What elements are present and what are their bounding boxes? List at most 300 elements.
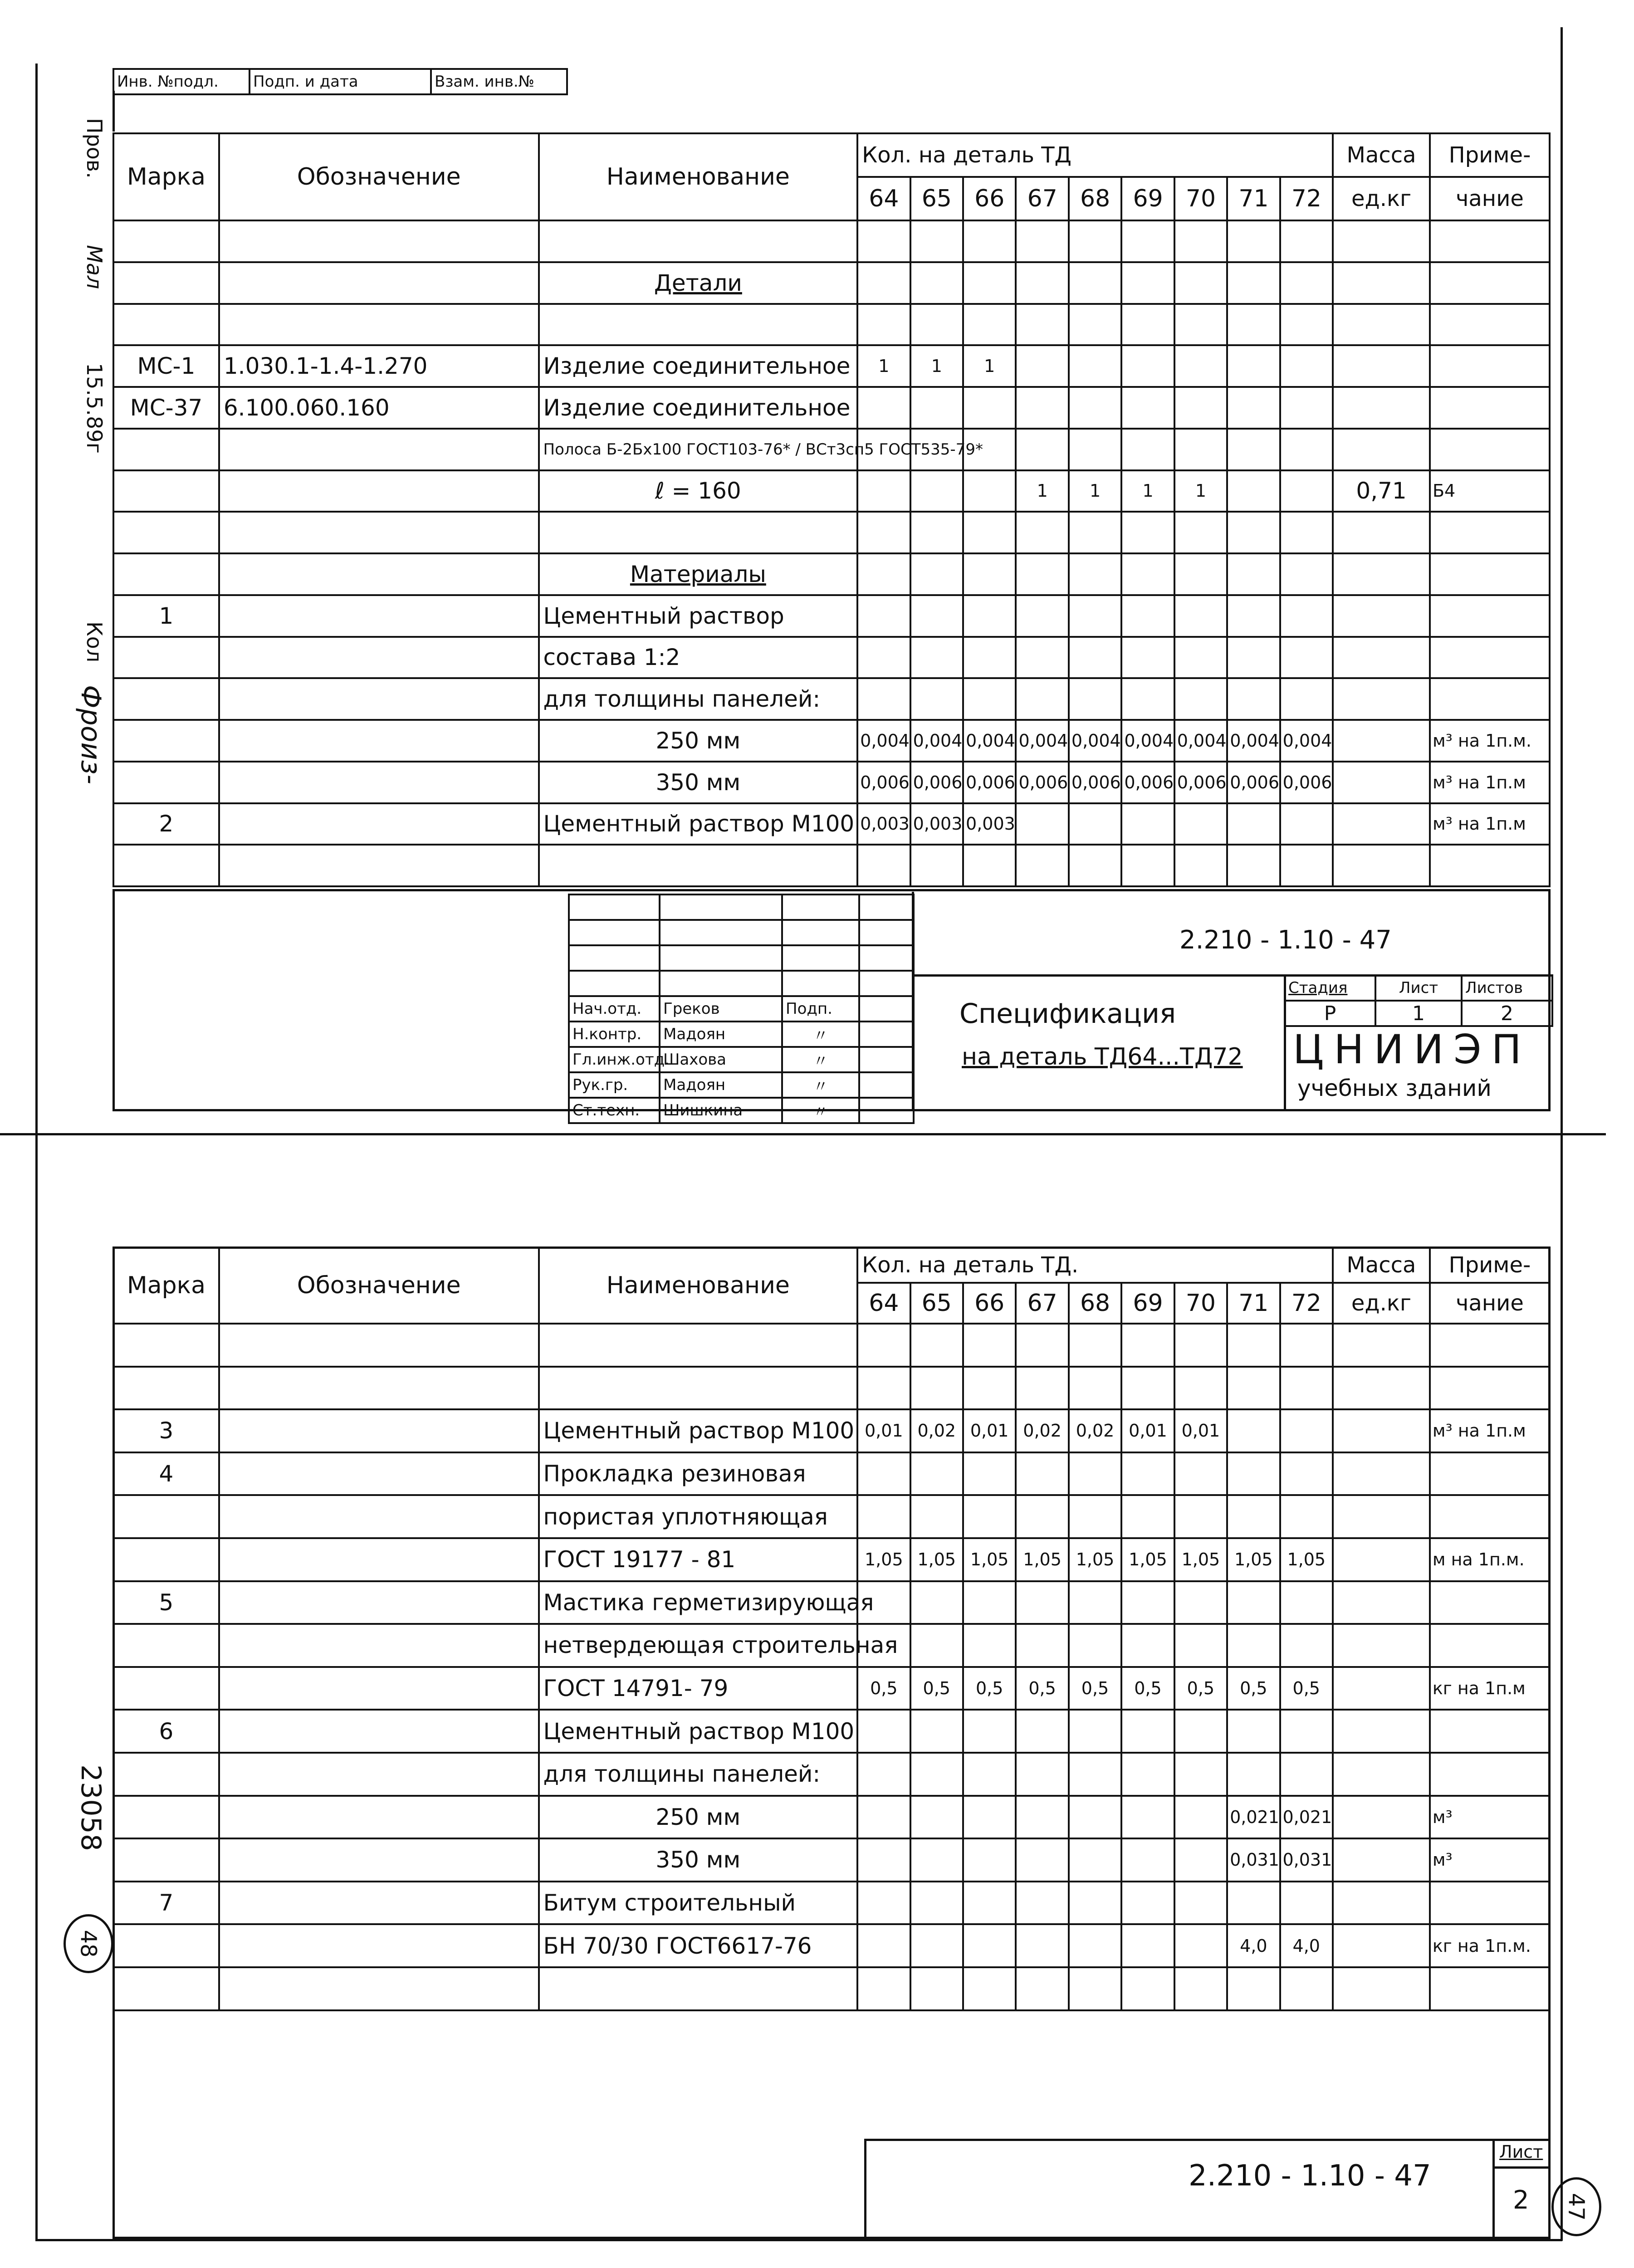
cell-qty	[963, 637, 1016, 679]
cell-qty	[910, 470, 963, 512]
cell-qty	[1069, 345, 1121, 387]
cell-qty: 0,5	[1121, 1667, 1174, 1710]
cell-qty	[1280, 553, 1333, 595]
cell-marka	[113, 429, 219, 470]
cell-oboznachenie	[219, 720, 539, 762]
cell-qty	[1280, 220, 1333, 262]
cell-qty	[910, 220, 963, 262]
cell-marka	[113, 470, 219, 512]
cell-naimenovanie: нетвердеющая строительная	[539, 1624, 858, 1667]
cell-qty	[1069, 553, 1121, 595]
stamp-role: Рук.гр.	[569, 1072, 660, 1098]
header-col-64: 64	[857, 177, 910, 220]
cell-qty: 0,003	[857, 803, 910, 845]
cell-naimenovanie: Изделие соединительное	[539, 345, 858, 387]
table-row	[113, 470, 1550, 512]
cell-marka	[113, 762, 219, 803]
cell-qty: 4,0	[1280, 1924, 1333, 1967]
cell-primechanie: м на 1п.м.	[1430, 1538, 1550, 1581]
cell-qty	[1016, 803, 1068, 845]
table-row	[113, 262, 1550, 304]
cell-naimenovanie: ℓ = 160	[539, 470, 858, 512]
cell-qty: 0,5	[857, 1667, 910, 1710]
cell-qty: 0,02	[1016, 1409, 1068, 1452]
cell-primechanie	[1430, 220, 1550, 262]
cell-marka: 7	[113, 1882, 219, 1925]
table-row	[113, 595, 1550, 637]
cell-qty: 0,004	[1016, 720, 1068, 762]
cell-naimenovanie: Мастика герметизирующая	[539, 1581, 858, 1624]
cell-qty	[1227, 387, 1280, 429]
cell-qty	[1121, 345, 1174, 387]
cell-qty	[1069, 304, 1121, 346]
header-col-65: 65	[910, 177, 963, 220]
cell-qty	[1121, 387, 1174, 429]
cell-marka	[113, 512, 219, 553]
cell-naimenovanie	[539, 220, 858, 262]
cell-qty: 0,01	[1121, 1409, 1174, 1452]
cell-massa	[1333, 553, 1430, 595]
stamp-person-name: Шишкина	[660, 1098, 782, 1123]
header-col-69: 69	[1121, 177, 1174, 220]
cell-marka: МС-37	[113, 387, 219, 429]
stamp-signature: 〃	[782, 1072, 859, 1098]
side-label-date: 15.5.89г	[82, 363, 107, 454]
cell-primechanie: кг на 1п.м	[1430, 1667, 1550, 1710]
cell-marka: 1	[113, 595, 219, 637]
cell-qty: 0,031	[1280, 1838, 1333, 1882]
cell-qty	[1016, 845, 1068, 886]
header-marka: Марка	[113, 133, 219, 220]
stamp-person-name: Мадоян	[660, 1072, 782, 1098]
cell-primechanie	[1430, 595, 1550, 637]
cell-qty	[1016, 429, 1068, 470]
cell-naimenovanie: состава 1:2	[539, 637, 858, 679]
stamp-org-sub: учебных зданий	[1297, 1075, 1492, 1101]
cell-qty	[1016, 262, 1068, 304]
cell-qty	[910, 845, 963, 886]
cell-naimenovanie	[539, 845, 858, 886]
cell-qty	[1016, 678, 1068, 720]
stamp-role: Ст.техн.	[569, 1098, 660, 1123]
cell-qty	[1069, 262, 1121, 304]
cell-marka: 6	[113, 1710, 219, 1753]
header-prim-2: чание	[1430, 1283, 1550, 1324]
cell-qty	[1121, 678, 1174, 720]
cell-primechanie: м³ на 1п.м	[1430, 762, 1550, 803]
stamp-role: Н.контр.	[569, 1022, 660, 1047]
cell-primechanie	[1430, 845, 1550, 886]
table-row	[113, 304, 1550, 346]
cell-qty: 0,006	[1016, 762, 1068, 803]
cell-qty	[1121, 304, 1174, 346]
side-label-kol: Кол	[82, 621, 107, 663]
cell-qty	[963, 553, 1016, 595]
frame-bottom-line	[35, 2239, 1562, 2241]
cell-qty	[1121, 429, 1174, 470]
cell-qty	[1016, 345, 1068, 387]
cell-qty: 0,006	[1174, 762, 1227, 803]
cell-qty	[1174, 304, 1227, 346]
cell-qty	[1227, 345, 1280, 387]
cell-qty: 0,004	[963, 720, 1016, 762]
cell-qty	[1227, 678, 1280, 720]
cell-qty: 1,05	[857, 1538, 910, 1581]
cell-qty	[963, 220, 1016, 262]
side-label-sign1: Мал	[82, 245, 107, 289]
stamp-listov-label: Листов	[1462, 975, 1552, 1001]
cell-qty: 0,02	[1069, 1409, 1121, 1452]
cell-qty	[1227, 304, 1280, 346]
cell-qty	[1121, 512, 1174, 553]
cell-qty	[963, 262, 1016, 304]
cell-qty: 1,05	[1280, 1538, 1333, 1581]
table-row	[113, 720, 1550, 762]
header-massa: Масса	[1333, 133, 1430, 177]
cell-massa	[1333, 387, 1430, 429]
cell-massa	[1333, 762, 1430, 803]
cell-qty: 1	[963, 345, 1016, 387]
frame-left-line	[35, 64, 38, 2241]
cell-qty: 0,5	[1227, 1667, 1280, 1710]
cell-marka	[113, 304, 219, 346]
table-row	[113, 345, 1550, 387]
cell-primechanie	[1430, 637, 1550, 679]
header-col-68: 68	[1069, 1283, 1121, 1324]
cell-marka: 3	[113, 1409, 219, 1452]
stamp-title-1: Спецификация	[959, 998, 1176, 1030]
header-marka: Марка	[113, 1247, 219, 1324]
cell-qty	[1016, 387, 1068, 429]
side-label-sign2: Фроиз-	[75, 685, 107, 784]
stamp-stage-box	[1284, 974, 1553, 1027]
header-col-71: 71	[1227, 1283, 1280, 1324]
cell-primechanie: Б4	[1430, 470, 1550, 512]
cell-marka	[113, 720, 219, 762]
stamp-person-name: Шахова	[660, 1047, 782, 1072]
stamp-person-name: Греков	[660, 996, 782, 1022]
cell-qty	[1227, 470, 1280, 512]
cell-primechanie: кг на 1п.м.	[1430, 1924, 1550, 1967]
cell-qty	[1121, 220, 1174, 262]
cell-massa	[1333, 304, 1430, 346]
cell-qty	[1016, 304, 1068, 346]
approval-inv-label: Инв. №подл.	[113, 69, 250, 94]
header-prim: Приме-	[1430, 1247, 1550, 1283]
cell-qty: 0,004	[1227, 720, 1280, 762]
cell-qty: 1	[1069, 470, 1121, 512]
cell-qty	[857, 845, 910, 886]
cell-qty	[1016, 553, 1068, 595]
cell-qty	[1174, 512, 1227, 553]
stamp-org-name: ЦНИИЭП	[1293, 1026, 1531, 1073]
cell-marka	[113, 637, 219, 679]
cell-qty: 0,5	[1280, 1667, 1333, 1710]
cell-qty	[910, 304, 963, 346]
cell-qty	[1121, 803, 1174, 845]
cell-qty	[857, 304, 910, 346]
cell-massa	[1333, 345, 1430, 387]
archive-number: 23058	[75, 1765, 107, 1851]
header-col-67: 67	[1016, 177, 1068, 220]
cell-qty	[1227, 262, 1280, 304]
cell-qty: 0,006	[910, 762, 963, 803]
header-prim-2: чание	[1430, 177, 1550, 220]
cell-qty	[1174, 845, 1227, 886]
cell-oboznachenie	[219, 429, 539, 470]
table-row	[113, 762, 1550, 803]
header-col-66: 66	[963, 1283, 1016, 1324]
cell-qty	[1069, 387, 1121, 429]
cell-primechanie: м³	[1430, 1796, 1550, 1839]
sheet-2-frame	[113, 1246, 1551, 2239]
cell-qty	[1280, 470, 1333, 512]
cell-qty: 1	[1016, 470, 1068, 512]
cell-qty	[1174, 387, 1227, 429]
cell-marka	[113, 678, 219, 720]
table-row	[113, 429, 1550, 470]
cell-primechanie: м³ на 1п.м.	[1430, 720, 1550, 762]
cell-naimenovanie: 250 мм	[539, 720, 858, 762]
cell-naimenovanie: 350 мм	[539, 762, 858, 803]
cell-qty: 0,004	[1121, 720, 1174, 762]
cell-qty	[1069, 595, 1121, 637]
stamp-divider	[912, 892, 914, 1111]
cell-qty: 0,01	[1174, 1409, 1227, 1452]
cell-qty: 1,05	[1174, 1538, 1227, 1581]
cell-qty: 0,004	[1069, 720, 1121, 762]
cell-qty: 1	[910, 345, 963, 387]
cell-qty: 0,004	[910, 720, 963, 762]
cell-qty	[1280, 845, 1333, 886]
cell-qty	[1280, 512, 1333, 553]
cell-qty: 0,004	[1280, 720, 1333, 762]
table-row	[113, 678, 1550, 720]
cell-massa	[1333, 595, 1430, 637]
cell-qty: 0,5	[910, 1667, 963, 1710]
cell-qty	[1174, 429, 1227, 470]
sheet-2-list-label: Лист	[1499, 2142, 1543, 2162]
stamp-signatures	[568, 894, 915, 1124]
spec-table-sheet-1	[113, 132, 1551, 887]
cell-primechanie	[1430, 512, 1550, 553]
cell-qty	[1174, 262, 1227, 304]
cell-qty	[1280, 637, 1333, 679]
cell-marka: МС-1	[113, 345, 219, 387]
cell-qty	[1069, 512, 1121, 553]
header-massa-unit: ед.кг	[1333, 1283, 1430, 1324]
cell-qty: 0,004	[1174, 720, 1227, 762]
cell-qty	[857, 262, 910, 304]
cell-qty	[857, 220, 910, 262]
cell-qty	[1069, 803, 1121, 845]
cell-qty: 0,021	[1227, 1796, 1280, 1839]
table-row	[113, 553, 1550, 595]
approval-left-line	[113, 91, 115, 132]
cell-naimenovanie: БН 70/30 ГОСТ6617-76	[539, 1924, 858, 1967]
cell-qty	[1069, 429, 1121, 470]
cell-massa	[1333, 262, 1430, 304]
cell-qty	[963, 470, 1016, 512]
cell-qty	[963, 595, 1016, 637]
cell-qty	[1227, 845, 1280, 886]
cell-qty: 0,006	[1121, 762, 1174, 803]
cell-qty: 0,5	[1016, 1667, 1068, 1710]
cell-qty	[1069, 845, 1121, 886]
cell-qty	[1227, 429, 1280, 470]
cell-primechanie	[1430, 304, 1550, 346]
cell-qty	[857, 637, 910, 679]
cell-oboznachenie	[219, 637, 539, 679]
stamp-listov-value: 2	[1462, 1001, 1552, 1026]
cell-naimenovanie: 350 мм	[539, 1838, 858, 1882]
cell-qty: 0,003	[910, 803, 963, 845]
cell-oboznachenie	[219, 512, 539, 553]
cell-naimenovanie	[539, 512, 858, 553]
header-col-65: 65	[910, 1283, 963, 1324]
cell-naimenovanie: ГОСТ 14791- 79	[539, 1667, 858, 1710]
cell-oboznachenie: 6.100.060.160	[219, 387, 539, 429]
stamp-signature: 〃	[782, 1022, 859, 1047]
cell-qty	[1227, 512, 1280, 553]
cell-qty: 0,006	[1069, 762, 1121, 803]
cell-qty	[1069, 678, 1121, 720]
stamp-doc-number: 2.210 - 1.10 - 47	[1179, 925, 1392, 955]
cell-qty: 0,5	[1069, 1667, 1121, 1710]
cell-qty	[1227, 220, 1280, 262]
stamp-signature: 〃	[782, 1047, 859, 1072]
cell-qty	[963, 845, 1016, 886]
cell-qty	[1227, 595, 1280, 637]
cell-massa	[1333, 429, 1430, 470]
cell-qty	[910, 512, 963, 553]
stamp-signature: Подп.	[782, 996, 859, 1022]
circle-mark-47: 47	[1551, 2177, 1601, 2236]
cell-oboznachenie	[219, 678, 539, 720]
cell-marka	[113, 220, 219, 262]
cell-massa	[1333, 803, 1430, 845]
cell-primechanie	[1430, 553, 1550, 595]
cell-qty	[1280, 595, 1333, 637]
cell-naimenovanie: Цементный раствор М100	[539, 803, 858, 845]
cell-oboznachenie	[219, 595, 539, 637]
cell-qty	[1174, 803, 1227, 845]
cell-qty	[1280, 678, 1333, 720]
cell-qty: 0,003	[963, 803, 1016, 845]
cell-massa	[1333, 720, 1430, 762]
cell-marka: 5	[113, 1581, 219, 1624]
cell-qty	[1280, 262, 1333, 304]
stamp-person-name: Мадоян	[660, 1022, 782, 1047]
cell-qty	[963, 387, 1016, 429]
cell-marka: 2	[113, 803, 219, 845]
cell-qty: 0,01	[963, 1409, 1016, 1452]
cell-qty	[1174, 637, 1227, 679]
cell-naimenovanie: ГОСТ 19177 - 81	[539, 1538, 858, 1581]
cell-naimenovanie: Битум строительный	[539, 1882, 858, 1925]
header-oboznachenie: Обозначение	[219, 1247, 539, 1324]
cell-oboznachenie	[219, 803, 539, 845]
cell-qty	[1227, 637, 1280, 679]
header-kol-title: Кол. на деталь ТД.	[857, 1247, 1333, 1283]
cell-qty: 1	[857, 345, 910, 387]
cell-naimenovanie: для толщины панелей:	[539, 1753, 858, 1796]
cell-qty: 0,5	[1174, 1667, 1227, 1710]
cell-qty	[857, 595, 910, 637]
cell-qty	[1174, 553, 1227, 595]
cell-primechanie: м³	[1430, 1838, 1550, 1882]
cell-qty	[1016, 637, 1068, 679]
header-massa-unit: ед.кг	[1333, 177, 1430, 220]
cell-primechanie	[1430, 678, 1550, 720]
cell-qty	[1280, 387, 1333, 429]
cell-massa	[1333, 512, 1430, 553]
header-col-69: 69	[1121, 1283, 1174, 1324]
header-prim: Приме-	[1430, 133, 1550, 177]
cell-massa: 0,71	[1333, 470, 1430, 512]
cell-qty	[1069, 220, 1121, 262]
header-naimenovanie: Наименование	[539, 133, 858, 220]
header-massa: Масса	[1333, 1247, 1430, 1283]
header-col-68: 68	[1069, 177, 1121, 220]
cell-naimenovanie: Детали	[539, 262, 858, 304]
cell-qty	[910, 553, 963, 595]
cell-qty: 1,05	[910, 1538, 963, 1581]
cell-naimenovanie: 250 мм	[539, 1796, 858, 1839]
cell-massa	[1333, 678, 1430, 720]
cell-qty	[910, 262, 963, 304]
header-col-70: 70	[1174, 1283, 1227, 1324]
cell-naimenovanie: Прокладка резиновая	[539, 1452, 858, 1496]
cell-qty	[1121, 262, 1174, 304]
cell-qty	[857, 553, 910, 595]
cell-naimenovanie: для толщины панелей:	[539, 678, 858, 720]
cell-qty	[1280, 345, 1333, 387]
approval-sign-label: Подп. и дата	[250, 69, 431, 94]
cell-qty	[1174, 595, 1227, 637]
cell-qty: 1	[1174, 470, 1227, 512]
table-row	[113, 220, 1550, 262]
cell-qty	[1174, 220, 1227, 262]
sheet-2-list-line	[1492, 2166, 1551, 2169]
cell-primechanie	[1430, 387, 1550, 429]
header-col-72: 72	[1280, 1283, 1333, 1324]
cell-qty	[1016, 220, 1068, 262]
cell-oboznachenie	[219, 220, 539, 262]
cell-naimenovanie: Изделие соединительное	[539, 387, 858, 429]
header-col-71: 71	[1227, 177, 1280, 220]
cell-qty	[857, 470, 910, 512]
cell-qty: 1,05	[1121, 1538, 1174, 1581]
cell-naimenovanie: Полоса Б-2Бх100 ГОСТ103-76* / ВСт3сп5 ГОСТ535-79*	[539, 429, 858, 470]
cell-massa	[1333, 220, 1430, 262]
cell-qty: 1	[1121, 470, 1174, 512]
table-row	[113, 845, 1550, 886]
cell-primechanie: м³ на 1п.м	[1430, 803, 1550, 845]
cell-naimenovanie: пористая уплотняющая	[539, 1495, 858, 1538]
cell-naimenovanie: Цементный раствор	[539, 595, 858, 637]
cell-qty	[910, 387, 963, 429]
cell-primechanie	[1430, 429, 1550, 470]
cell-qty	[1069, 637, 1121, 679]
cell-qty	[963, 512, 1016, 553]
cell-qty: 0,006	[1280, 762, 1333, 803]
stamp-list-label: Лист	[1375, 975, 1462, 1001]
side-label-prov: Пров.	[82, 118, 107, 179]
cell-qty	[1121, 553, 1174, 595]
sheet-2-list-value: 2	[1513, 2185, 1529, 2215]
table-row	[113, 387, 1550, 429]
